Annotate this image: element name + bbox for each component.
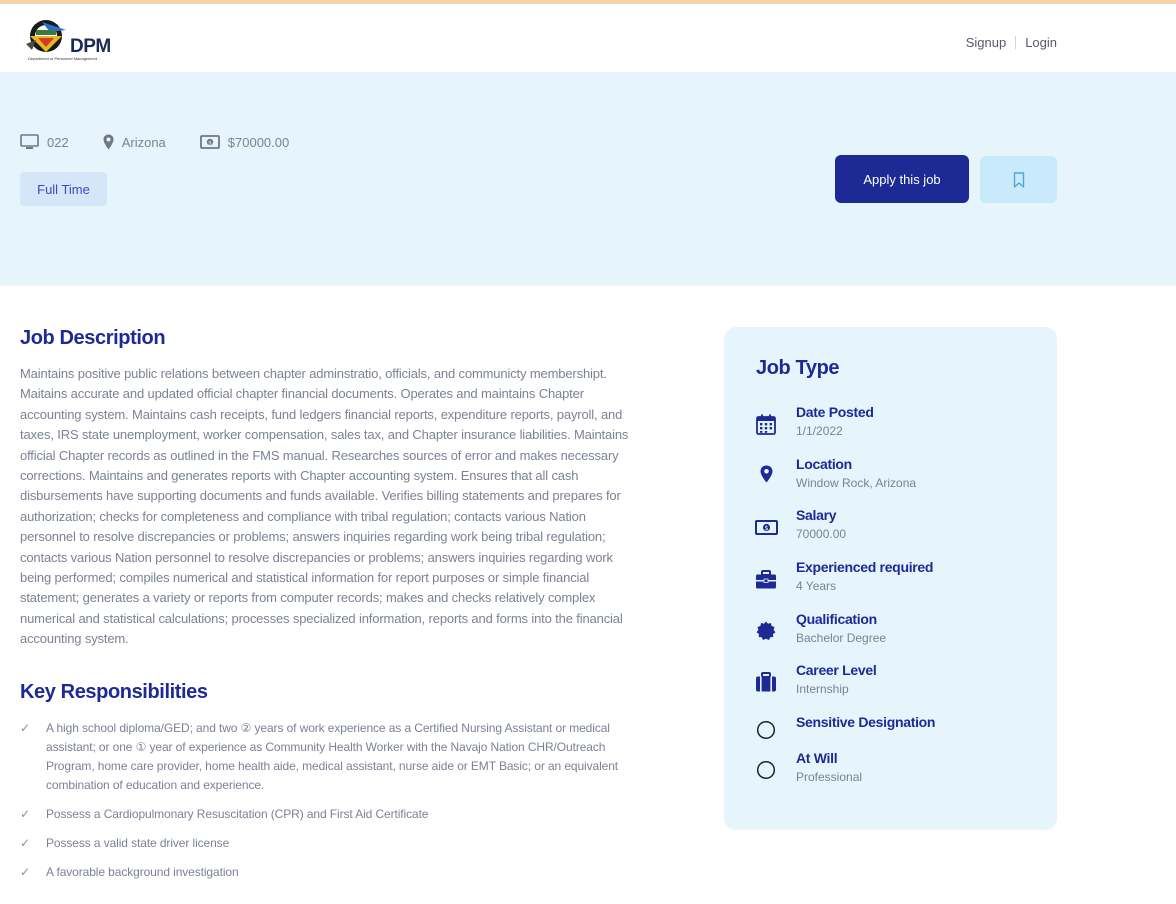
bookmark-icon (1013, 172, 1025, 188)
job-type-card (724, 327, 1057, 830)
job-description-heading: Job Description (20, 327, 166, 349)
svg-text:$: $ (208, 140, 212, 147)
job-type-label: Career Level (796, 662, 877, 678)
job-hero (0, 72, 1176, 286)
list-item (20, 863, 640, 882)
salary-item (200, 135, 289, 150)
job-type-title: Job Type (756, 357, 840, 379)
site-header (0, 4, 1176, 72)
job-description-text: Maintains positive public relations between chapter adminstratio, officials, and communicty membershipt. Maitains accurate and updated official chapter financial documents. Operates and maintains Chapter accounting system. Maintains cash receipts, fund ledgers financial reports, expenditure reports, payroll, and taxes, IRS state unemployment, worker compensation, sales tax, and Chapter insurance liabilities. Maintains official Chapter records as outlined in the FMS manual. Researches sources of error and makes necessary corrections. Maintains and generates reports with Chapter accounting system. Ensures that all cash disbursements have supporting documents and funds available. Verifies billing statements and prepares for authorization; checks for completeness and compliance with tribal regulation; contacts various Nation personnel to resolve discrepancies or problems; answers inquiries regarding work being tribal regulation; contacts various Nation personnel to resolve discrepancies or problems; answers inquiries regarding work being performed; compiles numerical and statistical information for report purposes or simple financial statement; generates a variety or reports from computer records; makes and checks relatively complex numerical and statistical calculations; processes specialized information, reports and forms into the financial accounting system. (20, 366, 629, 647)
job-meta (20, 134, 323, 150)
key-responsibilities-heading: Key Responsibilities (20, 681, 208, 703)
dpm-logo[interactable] (22, 16, 118, 64)
job-code-item (20, 134, 69, 150)
job-type-value: Window Rock, Arizona (796, 476, 917, 490)
employment-type-badge: Full Time (20, 172, 107, 206)
map-pin-icon (103, 134, 114, 150)
monitor-icon (20, 134, 39, 150)
svg-text:$: $ (763, 523, 769, 532)
job-type-label: Date Posted (796, 404, 874, 420)
job-type-label: Qualification (796, 611, 877, 627)
check-icon: ✓ (20, 807, 30, 821)
check-icon: ✓ (20, 865, 30, 879)
suitcase-icon (755, 672, 777, 692)
job-type-label: Location (796, 456, 852, 472)
job-type-label: At Will (796, 750, 838, 766)
job-type-label: Experienced required (796, 559, 934, 575)
job-type-value: 70000.00 (796, 527, 847, 541)
job-type-value: Professional (796, 770, 863, 784)
responsibility-text: A high school diploma/GED; and two ② years of work experience as a Certified Nursing Assistant or medical assistant; or one ① year of experience as Community Health Worker with the Navajo Nation CHR/Outreach Program, home care provider, home health aide, medical assistant, nurse aide or EMT Basic; or an equivalent combination of education and experience. (46, 721, 619, 792)
circle-icon (756, 720, 776, 740)
circle-icon (756, 760, 776, 780)
responsibility-text: Possess a valid state driver license (46, 836, 230, 850)
auth-divider (1015, 36, 1016, 49)
responsibility-text: Possess a Cardiopulmonary Resuscitation (CPR) and First Aid Certificate (46, 807, 429, 821)
money-icon (755, 520, 778, 535)
bookmark-button[interactable] (980, 156, 1057, 203)
location-item (103, 134, 166, 150)
job-type-value: Internship (796, 682, 849, 696)
map-pin-icon (760, 465, 773, 483)
job-type-value: 4 Years (796, 579, 837, 593)
badge-icon (756, 621, 776, 641)
job-code: 022 (47, 134, 69, 150)
list-item (20, 719, 640, 795)
logo-text: DPM (70, 36, 111, 57)
responsibility-text: A favorable background investigation (46, 865, 239, 879)
job-type-value: Bachelor Degree (796, 631, 887, 645)
briefcase-icon (755, 570, 777, 589)
salary-text: $70000.00 (227, 134, 290, 150)
calendar-icon (756, 414, 776, 435)
job-type-label: Salary (796, 507, 837, 523)
list-item (20, 834, 640, 853)
auth-links (966, 35, 1057, 50)
job-type-value: 1/1/2022 (796, 424, 843, 438)
logo-subtext: Department of Personnel Management (28, 56, 97, 61)
job-type-label: Sensitive Designation (796, 714, 936, 730)
location-text: Arizona (121, 134, 166, 150)
money-icon (200, 135, 220, 149)
signup-link[interactable]: Signup (965, 35, 1007, 50)
login-link[interactable]: Login (1025, 35, 1057, 50)
check-icon: ✓ (20, 721, 30, 735)
check-icon: ✓ (20, 836, 30, 850)
list-item (20, 805, 640, 824)
apply-job-button[interactable]: Apply this job (835, 155, 969, 203)
responsibilities-list (20, 719, 640, 892)
